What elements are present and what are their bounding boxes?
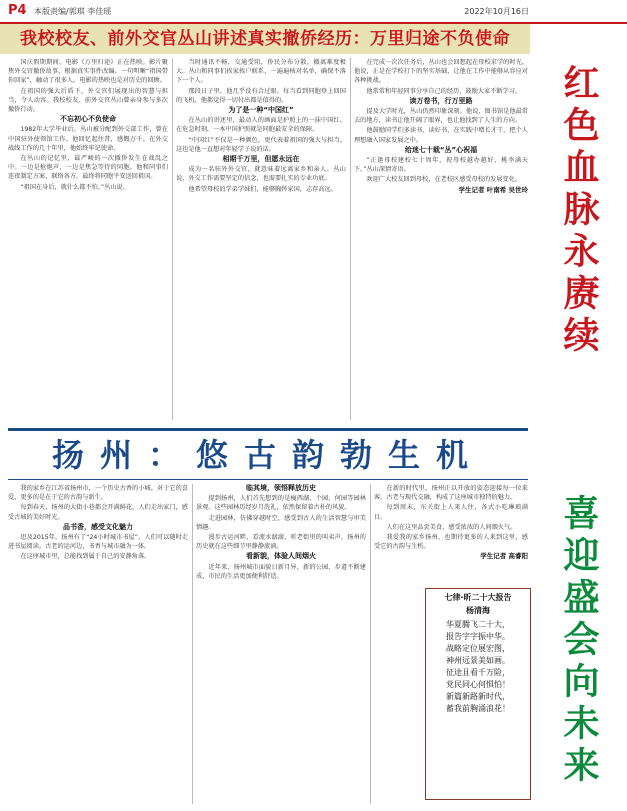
column-divider xyxy=(192,484,193,804)
paragraph: 在丛山的记忆里，最严峻的一次撤侨发生在战乱之中。一边是枪炮声，一边是焦急等待的同胞。他和同事们连夜制定方案，联络各方，最终将同胞平安送回祖国。 xyxy=(8,155,168,181)
paragraph: 人们在这里品尝美食，感受浓浓的人间烟火气。 xyxy=(386,523,517,531)
poem-line: 战略定位展宏图， xyxy=(446,644,510,653)
editors-line: 本版责编/郭琪 李佳瑶 xyxy=(34,7,112,16)
paragraph: “中国红”不仅是一种颜色，更代表着祖国的强大与担当。这也是他一直想对年轻学子说的话。 xyxy=(176,136,346,153)
section2-title: 扬州：悠古韵勃生机 xyxy=(51,436,484,474)
poem-box xyxy=(425,588,531,800)
paragraph: 漫步古运河畔，看流水潺潺，听老街里的叫卖声，扬州的历史就在这些细节里静静流淌。 xyxy=(196,534,366,551)
poem-line: 党民同心何惧怕！ xyxy=(446,680,510,689)
poem-line: 神州远景美如画。 xyxy=(446,656,510,665)
paragraph: 他鼓励同学们多读书、读好书，在实践中增长才干，把个人理想融入国家发展之中。 xyxy=(354,127,528,144)
subheading: 品书香，感受文化魅力 xyxy=(63,522,133,531)
poem-body xyxy=(426,619,530,715)
subheading: 临其境，领悟释放历史 xyxy=(246,484,316,492)
paragraph: 在祖国的强大后盾下，外交官们展现出的智慧与担当，令人动容。我校校友、前外交官丛山曾亲身参与多次撤侨行动。 xyxy=(8,87,168,114)
subheading: 给迷七十载“丛”心祝福 xyxy=(404,145,478,154)
paragraph: 在完成一次次任务后，丛山也会回想起在母校求学的时光。他说，正是在学校打下的坚实基础，让他在工作中能够从容应对各种挑战。 xyxy=(354,59,528,85)
headline-title: 我校校友、前外交官丛山讲述真实撤侨经历：万里归途不负使命 xyxy=(20,29,510,49)
byline: 学生记者 高睿阳 xyxy=(480,552,528,561)
paragraph: 我的家乡在江苏省扬州市，一个历史古香的小城。对于它的喜爱，更多的是在于它的古韵与新生。 xyxy=(8,485,188,502)
green-slogan: 喜迎盛会向未来 xyxy=(558,494,600,788)
issue-date: 2022年10月16日 xyxy=(464,7,529,16)
paragraph: “祖国在身后，就什么都不怕。”丛山说。 xyxy=(20,183,129,191)
paragraph: 思及2015年，扬州有了“24小时城市书屋”，人们可以随时走进书屋阅读。古老的运河边，书香与城市融为一体。 xyxy=(8,534,188,551)
article1-column-3 xyxy=(354,58,528,420)
article2-column-1 xyxy=(8,484,188,804)
section2-title-bar xyxy=(8,428,528,480)
column-divider xyxy=(370,484,371,804)
red-slogan: 红色血脉永赓续 xyxy=(558,64,600,358)
paragraph: 每到春天，扬州的大街小巷都会开满鲜花，人们走出家门，感受古城的美好时光。 xyxy=(8,504,188,521)
poem-line: 征途且看千万险， xyxy=(446,668,510,677)
article1-column-1 xyxy=(8,58,168,420)
paragraph: 他常常和年轻同事分享自己的经历，鼓励大家不断学习。 xyxy=(366,87,522,95)
paragraph: 每到周末，东关街上人来人往，各式小吃琳琅满目。 xyxy=(374,504,528,521)
poem-line: 华夏腾飞二十大， xyxy=(446,620,510,629)
subheading: 看新貌，体验人间烟火 xyxy=(246,552,316,561)
paragraph: 1982年大学毕业后，丛山被分配到外交部工作，曾在中国驻外使领馆工作。他回忆起往昔，感慨万千。在外交战线工作的几十年里，他始终牢记使命。 xyxy=(8,126,168,152)
subheading: 相期千万里，但愿永远在 xyxy=(222,155,300,164)
paragraph: 当时通讯不畅，交通受阻，侨民分布分散，撤离难度极大。丛山和同事们挨家挨户联系，一遍遍核对名单，确保不落下一个人。 xyxy=(176,59,346,85)
poem-line: 报告字字振中华。 xyxy=(446,632,510,641)
article2-column-2 xyxy=(196,484,366,804)
paragraph: 在这座城市里，总能找到属于自己的安静角落。 xyxy=(20,553,151,561)
byline: 学生记者 叶南希 吴世玲 xyxy=(458,185,528,194)
article1-column-2 xyxy=(176,58,346,420)
column-divider xyxy=(172,58,173,420)
slogan-sidebar xyxy=(533,24,627,811)
subheading: 读万卷书，行万里路 xyxy=(409,96,473,105)
poem-title: 七律·昕二十大报告 xyxy=(444,593,512,602)
poem-line: 新篇新路新时代， xyxy=(446,692,510,701)
paragraph: 在新的时代里，扬州正以开放的姿态迎接每一位来客。古老与现代交融，构成了这座城市独特的魅力。 xyxy=(374,485,528,502)
paragraph: 在丛山的讲述里，最动人的画面是护照上的一抹中国红。在危急时刻，一本中国护照就是同胞最安全的保障。 xyxy=(176,117,346,134)
paragraph: 那段日子里，他几乎没有合过眼。每当看到同胞登上回国的飞机，他都觉得一切付出都是值得的。 xyxy=(176,87,346,104)
paragraph: “正逢母校建校七十周年，祝母校越办越好，桃李满天下。”丛山深情寄语。 xyxy=(354,157,528,174)
poem-author: 杨清海 xyxy=(466,606,490,615)
paragraph: 国庆假期期间，电影《万里归途》正在热映。影片聚焦外交官撤侨故事，根据真实事件改编。一句明晰“祖国带你回家”，触动了很多人。电影的热映也是对历史的回顾。 xyxy=(8,59,168,85)
column-divider xyxy=(350,58,351,420)
paragraph: 成为一名驻外外交官，就意味着远离家乡和亲人。丛山说，外交工作需要坚定的信念，也需要扎实的专业功底。 xyxy=(176,166,346,183)
subheading: 为了是一种“中国红” xyxy=(228,106,294,115)
poem-line: 蓄我前胸涌浪花！ xyxy=(446,704,510,713)
paragraph: 他希望母校的学弟学妹们，能够胸怀家国，志存高远。 xyxy=(188,185,337,193)
page-number: P4 xyxy=(8,3,27,18)
paragraph: 我爱我的家乡扬州，也期待更多的人来到这里，感受它的古韵与生机。 xyxy=(374,534,528,551)
subheading: 不忘初心不负使命 xyxy=(60,115,116,124)
page-header xyxy=(0,0,627,24)
article2-column-3-continued xyxy=(374,590,422,800)
paragraph: 近年来，扬州城市面貌日新月异，新的公园、步道不断建成，市民的生活更加便利舒适。 xyxy=(196,563,366,580)
headline-banner xyxy=(0,24,530,54)
paragraph: 欢迎广大校友回到母校，在老校区感受母校的发展变化。 xyxy=(366,176,522,184)
paragraph: 提及大学时光，丛山仍然印象深刻。他说，图书馆是他最常去的地方，读书让他开阔了眼界，也让他找到了人生的方向。 xyxy=(354,108,528,125)
article2-column-3 xyxy=(374,484,528,584)
paragraph: 提到扬州，人们首先想到的是瘦西湖、个园、何园等园林景观。这些园林历经岁月洗礼，依然保留着古朴的风貌。 xyxy=(196,495,366,512)
paragraph: 走进园林，仿佛穿越时空，感受到古人的生活智慧与审美情趣。 xyxy=(196,514,366,531)
